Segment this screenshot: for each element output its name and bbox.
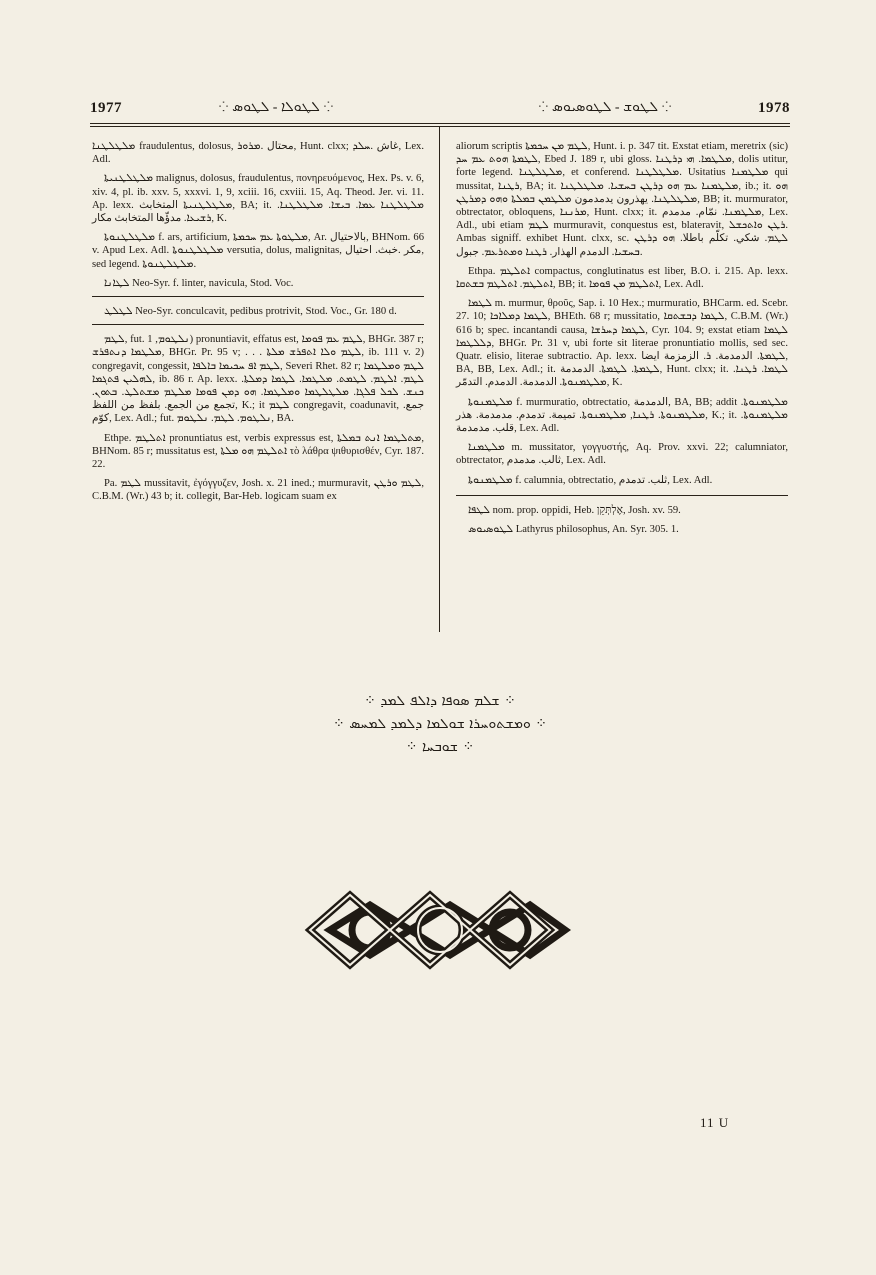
entry: ܡܠܛܡܢܘܬܐ f. murmuratio, obtrectatio, الدمدمة, BA, BB; addit ܡܠܛܡܢܘܬܐ. ܡܠܛܡܢܘܬܐ. ܪܛܢܐ, ܡܠܛܡܢܘܬܐ. تميمة. تدمدم. مدمدمة. هذر, K.; it. ܡܠܛܡܢܘܬܐ. قلب. مدمدمة, Lex. Adl. (456, 396, 789, 435)
entry: ܠܛܘܣܝܘܣ Lathyrus philosophus, An. Syr. 305. 1. (468, 524, 679, 536)
entry: ܠܛܡ, fut. ܢܠܛܘܡ, 1) pronuntiavit, effatus est, ܠܛܡ ܥܡ ܦܘܡܐ, BHGr. 387 r; ܡܠܛܡܐ ܕܢܬܦܪܫ, BHGr. Pr. 95 v; . . . ܠܛܡ ܘܠܐ ܐܬܦܪܫ ܡܠܬܐ, ib. 111 v. 2) congregavit, congessit, ܠܛܡ ܐܦ ܚܟܝܡܐ ܒܐܠܦܐ, Severi Rhet. 82 r; ܠܛܡ ܘܡܠܛܡܐ ܠܗܠܝܢ ܦܬܓܡܐ, ib. 86 r. Ap. lexx. ܠܛܡ. ܐܠܛܡ. ܠܛܡܬ. ܡܠܛܡܐ. ܠܛܡܐ ܕܡܠܬܐ. ܟܢܫ. ܠܟܠ ܦܠܓܐ. ܡܠܛܠܛܡܐ ܘܡܠܛܡܐ. ܗܘ ܕܡܢ ܦܘܡܐ ܡܠܛܡ ܡܫܬܠܛ. ܒܬܘܢ. تجمع من الجمع. بلفظ من اللفظ, K.; it ܠܛܡ congregavit, coadunavit, جمع. كوّم, Lex. Adl.; fut. ܢܠܛܘܡ. ܠܛܡ. ܢܠܛܘܡ, BA. (92, 334, 424, 425)
entry: ܡܠܛܡܢܘܬܐ f. calumnia, obtrectatio, ثلب. تدمدم, Lex. Adl. (468, 474, 713, 486)
section-rule (92, 296, 424, 297)
entry: ܠܛܡܐ m. murmur, θροῦς, Sap. i. 10 Hex.; murmuratio, BHCarm. ed. Scebr. 27. 10; ܠܛܡܐ ܕܡܠܐܟܐ, BHEth. 68 r; mussitatio, ܠܛܡܐ ܕܒܫܬܩܐ, C.B.M. (Wr.) 616 b; spec. incantandi causa, ܠܛܡܐ ܕܚܪܫܐ, Cyr. 104. 9; exstat etiam ܠܛܡܐ ܕܠܠܛܡܐ, BHGr. Pr. 31 v, ubi forte sit literae pronuntiatio mollis, sed sec. Quatr. elisio, literae subtractio. Ap. lexx. ܠܛܡܬܐ. الدمدمة. ܪ. الزمزمة ايضا, BA, BB, Lex. Adl.; it. ܠܛܡܬܐ. ܠܛܡܬܐ. الدمدمة, Hunt. clxx; it. ܠܛܡܐ. ܪܛܢܐ. ܡܠܛܡܢܘܬܐ. الدمدمة. الدمدم. التدمّر, K. (456, 298, 789, 389)
header-right (452, 96, 790, 120)
entry: ܡܠܛܠܛܢܘܬܐ f. ars, artificium, ܡܠܛܘܬܐ ܥܡ ܚܟܡܬܐ, Ar. بالاحتيال, BHNom. 66 v. Apud Lex. Adl. ܡܠܛܠܛܢܘܬܐ versutia, dolus, malignitas, مكر .خبث. احتيال, sed legend. ܡܠܛܠܛܢܘܬܐ. (92, 232, 424, 270)
entry: ܡܠܛܠܛܢܝܬܐ malignus, dolosus, fraudulentus, πονηρευόμενος, Hex. Ps. v. 6, xiv. 4, pl. ib. xxv. 5, xxxvi. 1, 9, xciii. 16, cxviii. 15, Aq. Theod. Jer. vi. 11. Ap. lexx. ܡܠܛܠܛܢܝܬܐ المتخابث, BA; it. ܡܠܛܠܛܢܐ ܥܡܐ. ܒܝܫܐ. ܡܠܛܠܛܢܐ. ܪܫܝܥܐ. مدؤّها المتخابث مكار, K. (92, 173, 424, 225)
right-column (456, 140, 788, 542)
colophon-line-3: ⁘ ܫܘܒܚܐ ⁘ (405, 739, 475, 755)
section-rule (456, 495, 788, 496)
section-rule (92, 324, 424, 325)
knotwork-ornament (300, 880, 580, 980)
header-rule (90, 123, 790, 124)
entry: ܠܛܠܛ Neo-Syr. conculcavit, pedibus protrivit, Stod. Voc., Gr. 180 d. (104, 306, 397, 318)
running-head-right: ⁘ ܠܛܘܫ - ܠܛܘܣܝܘܣ ⁘ (538, 100, 672, 115)
page-number-left: 1977 (90, 99, 122, 116)
entry: Ethpa. ܐܬܠܛܡ compactus, conglutinatus est liber, B.O. i. 215. Ap. lexx. ܐܬܠܛܡ. ܐܬܠܛܡ ܒܫܬܩܐ, BB; it. ܐܬܠܛܡ ܡܢ ܦܘܡܐ, Lex. Adl. (456, 265, 788, 291)
signature-mark: 11 U (700, 1115, 730, 1130)
left-column (92, 140, 424, 510)
entry: aliorum scriptis ܠܛܡ ܡܢ ܚܟܡܬܐ, Hunt. i. p. 347 tit. Exstat etiam, meretrix (sic) ܠܛܡܬܐ ܗܘܬ ܥܡ ܚܕ, Ebed J. 189 r, ubi gloss. ܡܠܛܡܐ. ܗܝ ܕܪܛܢܐ, dolis utitur, forte legend. ܡܠܛܠܛܢܐ, et conferend. ܡܠܛܠܛܢܐ. Usitatius ܡܠܛܡܢܐ qui mussitat, ܪܛܢܐ, BA; it. ܡܠܛܡܢܐ ܥܡ ܗܘ ܕܪܛܢ ܒܚܫܝܐ. ܡܠܛܠܛܢܐ, ib.; it. ܗܘ ܡܠܛܠܛܢܐ. يهذرون يدمدمون ܡܠܛܡܢ ܒܡܠܬܐ ܘܗܘ ܕܡܪܛܢ, BB; it. murmurator, obtrectator, obloquens, ܡܪܢܢܐ, Hunt. clxx; it. ܡܠܛܡܢܐ. نمّام. مدمدم, Lex. Adl., ubi etiam ܠܛܡ murmuravit, conquestus est, blateravit, ܪܛܢ ܘܐܬܟܫܠ. Ambas signiff. exhibet Hunt. clxx, sc. ܠܛܡ. شكي. تكلّم باطلا. ܗܘ ܕܪܛܢ ܒܚܫܝܐ. الدمدم الهذار. ܪܛܢܐ ܘܡܬܪܥܡ. جبول. (456, 141, 788, 258)
entry: ܠܛܐܢܐ Neo-Syr. f. linter, navicula, Stod. Voc. (104, 277, 294, 289)
header-left (90, 96, 430, 120)
colophon-line-2: ⁘ ܘܡܫܬܘܚܪܐ ܫܘܠܡܐ ܕܠܡܕ ܠܡܚܣ ⁘ (333, 716, 547, 732)
entry: ܡܠܛܠܛܢܐ fraudulentus, dolosus, محتال .ܡܪܘܪ, Hunt. clxx; غاش .ܚܠܕ, Lex. Adl. (92, 141, 424, 166)
running-head-left: ⁘ ܠܛܘܠܐ - ܠܛܘܣ ⁘ (218, 100, 334, 115)
header-rule-double (90, 126, 790, 127)
page-number-right: 1978 (758, 99, 790, 116)
column-divider (439, 127, 440, 632)
entry: Ethpe. ܐܬܠܛܡ pronuntiatus est, verbis expressus est, ܡܬܠܛܡܐ ܐܢܬ ܒܡܠܬܐ, BHNom. 85 r; mussitatus est, ܐܬܠܛܡ ܗܘ ܡܠܬܐ τὸ λάθρα ψιθυρισθέν, Cyr. 187. 22. (92, 432, 424, 471)
entry: Pa. ܠܛܡ mussitavit, ἐγόγγυζεν, Josh. x. 21 ined.; murmuravit, ܠܛܡ ܘܪܛܢ, C.B.M. (Wr.) 43 b; it. collegit, Bar-Heb. logicam suam ex (92, 478, 424, 503)
entry: ܠܛܦܐ nom. prop. oppidi, Heb. אֶלְתְּקֵן, Josh. xv. 59. (468, 504, 681, 516)
colophon-line-1: ⁘ ܫܠܡ ܣܘܦܐ ܕܐܠܦ ܠܡܕ ⁘ (364, 693, 516, 709)
entry: ܡܠܛܡܢܐ m. mussitator, γογγυστής, Aq. Prov. xxvi. 22; calumniator, obtrectator, ثالب. مدمدم, Lex. Adl. (456, 442, 788, 467)
